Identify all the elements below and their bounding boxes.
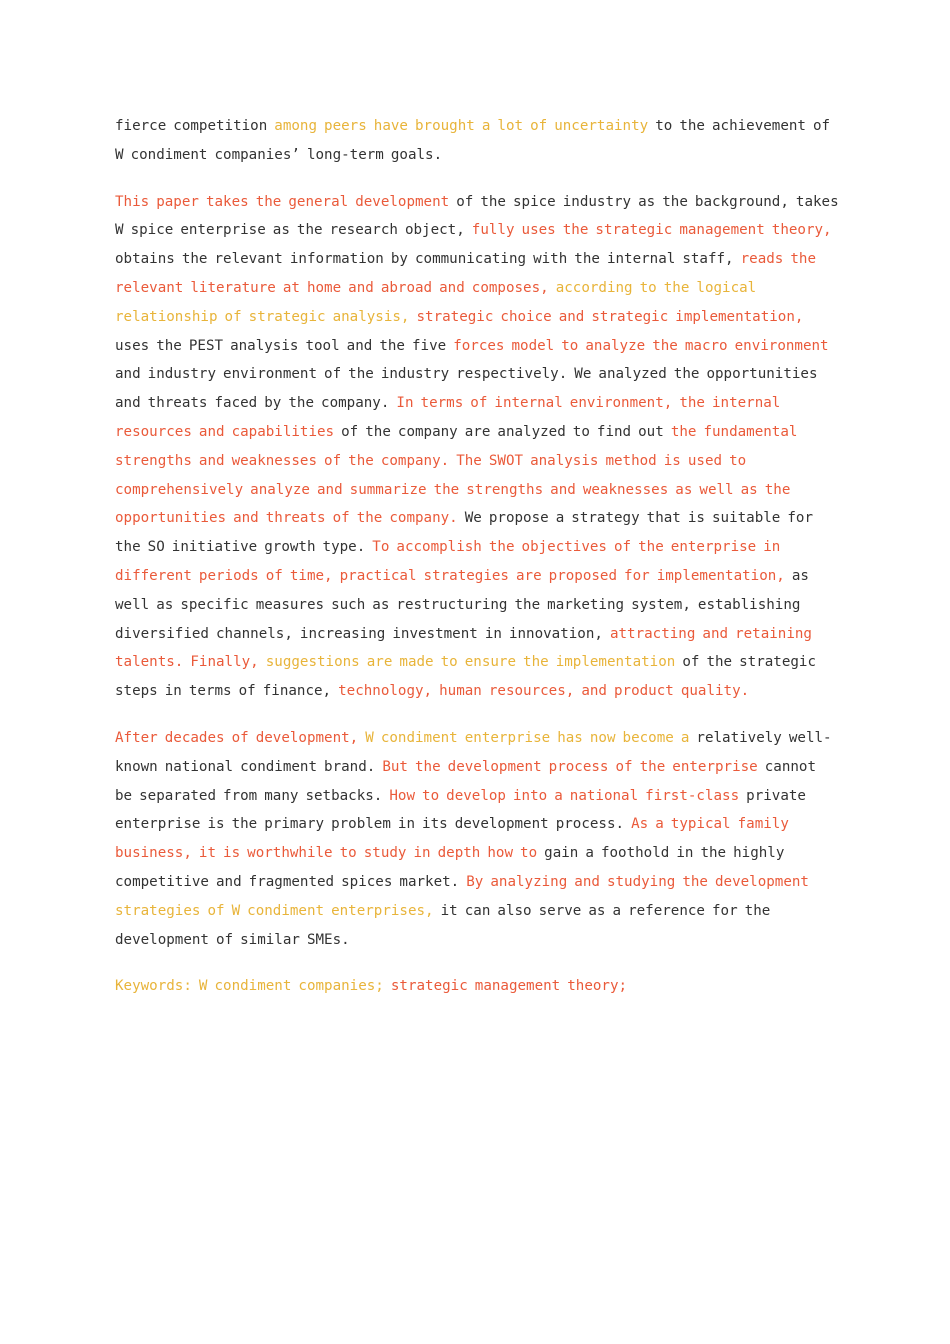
text-segment: uses the PEST analysis tool and the five (115, 337, 454, 354)
text-segment: suggestions are made to ensure the implementation (265, 654, 676, 671)
document-page (115, 112, 840, 1019)
text-segment: technology, human resources, and product quality. (338, 683, 750, 700)
text-segment: the fundamental strengths and weaknesses of the company. The SWOT analysis method is used to comprehensively analyze and summarize the strengths and weaknesses as well as the opportunities and threats of the company. (115, 423, 798, 527)
text-segment: it can also serve as a reference for the development of similar SMEs. (115, 902, 771, 948)
text-segment: among peers have brought a lot of uncertainty (274, 118, 649, 134)
text-segment: But the development process of the enterprise (382, 758, 758, 775)
text-segment: strategic management theory; (390, 978, 628, 995)
text-segment: obtains the relevant information by communicating with the internal staff, (115, 251, 741, 268)
text-segment: according to the logical relationship of strategic analysis, (115, 279, 757, 325)
text-segment: We propose a strategy that is suitable for the SO initiative growth type. (115, 510, 814, 556)
text-segment: relatively well-known national condiment brand. (115, 729, 832, 775)
text-segment: In terms of internal environment, the internal resources and capabilities (115, 395, 781, 440)
text-segment: of the spice industry as the background, takes W spice enterprise as the research object, (115, 193, 839, 239)
text-segment: gain a foothold in the highly competitive and fragmented spices market. (115, 845, 785, 890)
text-segment: forces model to analyze the macro environment (453, 337, 829, 354)
text-segment: As a typical family business, it is worthwhile to study in depth how to (115, 816, 789, 862)
text-segment: This paper takes the general development (115, 193, 450, 210)
text-segment: and industry environment of the industry respectively. We analyzed the opportunities and threats faced by the company. (115, 366, 818, 412)
text-segment: How to develop into a national first-class (389, 787, 740, 804)
text-segment: By analyzing and studying the development (466, 873, 809, 890)
text-segment: fully uses the strategic management theory, (471, 222, 832, 239)
text-segment: to the achievement of W condiment companies’ long-term goals. (115, 118, 831, 163)
text-segment: strategic choice and strategic implementation, (416, 308, 804, 325)
paragraph-abstract-body (115, 188, 840, 706)
keywords-line (115, 972, 840, 1001)
text-segment: Keywords: W condiment companies; (115, 978, 391, 995)
text-segment: reads the relevant literature at home and abroad and composes, (115, 251, 816, 296)
text-segment: attracting and retaining talents. Finally, (115, 625, 812, 671)
text-segment: cannot be separated from many setbacks. (115, 758, 817, 804)
paragraph-background (115, 724, 840, 954)
text-segment: private enterprise is the primary problem in its development process. (115, 787, 806, 833)
text-segment: of the company are analyzed to find out (334, 423, 671, 440)
text-segment: fierce competition (115, 118, 275, 134)
text-segment: After decades of development, (115, 729, 366, 746)
text-segment: W condiment enterprise has now become a (365, 729, 690, 746)
text-segment: strategies of W condiment enterprises, (115, 902, 434, 919)
text-segment: To accomplish the objectives of the enterprise in different periods of time, practical strategies are proposed for implementation, (115, 539, 785, 584)
paragraph-intro-continuation (115, 112, 840, 170)
text-segment: of the strategic steps in terms of finance, (115, 654, 817, 700)
text-segment: as well as specific measures such as restructuring the marketing system, establishing diversified channels, increasing investment in innovation, (115, 567, 809, 642)
